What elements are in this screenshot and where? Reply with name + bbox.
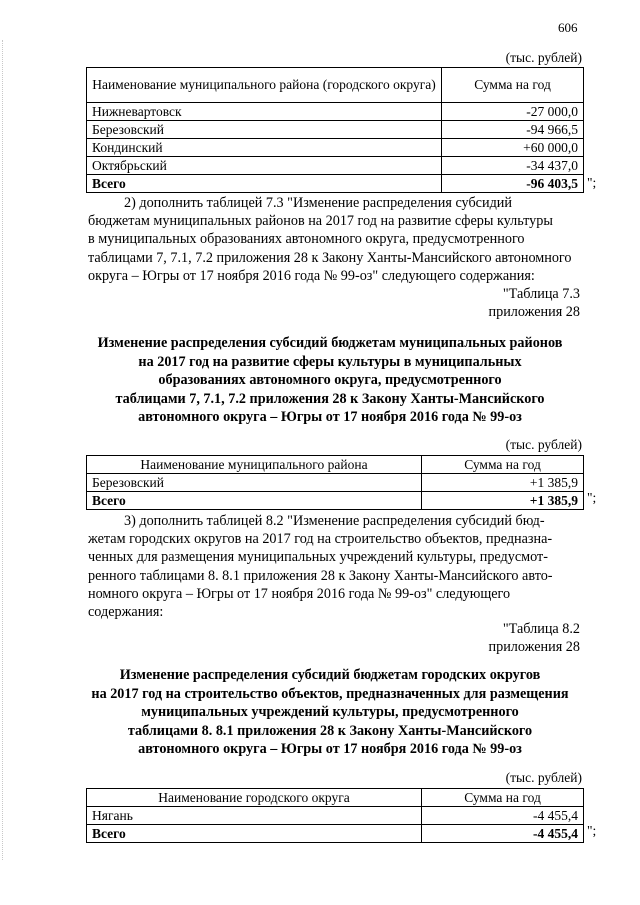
paragraph-3 [88,512,584,621]
title-line: на 2017 год на строительство объектов, предназначенных для размещения [91,685,569,702]
row-name: Нижневартовск [87,103,442,121]
table-row [87,157,584,175]
table1-header-sum: Сумма на год [442,68,584,103]
table2-header-name: Наименование муниципального района [87,456,422,474]
row-name: Березовский [87,121,442,139]
row-name: Нягань [87,807,422,825]
table3-units: (тыс. рублей) [505,770,582,785]
ref-line: "Таблица 8.2 [502,621,580,637]
table2 [86,455,584,510]
table-row [87,103,584,121]
table3-header-name: Наименование городского округа [87,789,422,807]
table2-closing-quote: "; [587,490,597,505]
table1-header-name: Наименование муниципального района (городского округа) [87,68,442,103]
row-name: Березовский [87,474,422,492]
text-line: таблицами 7, 7.1, 7.2 приложения 28 к Закону Ханты-Мансийского автономного [88,249,572,266]
table-total-row [87,175,584,193]
table3-header-sum: Сумма на год [422,789,584,807]
text-line: содержания: [88,604,164,621]
text-line: номного округа – Югры от 17 ноября 2016 года № 99-оз" следующего [88,585,511,602]
table2-title [80,334,580,427]
table1-units: (тыс. рублей) [505,50,582,65]
total-label: Всего [87,492,422,510]
total-label: Всего [87,175,442,193]
text-line: бюджетам муниципальных районов на 2017 год на развитие сферы культуры [88,213,553,230]
table-row [87,474,584,492]
table2-header-sum: Сумма на год [422,456,584,474]
row-value: -34 437,0 [442,157,584,175]
ref-line: приложения 28 [488,304,580,321]
table2-units: (тыс. рублей) [505,437,582,452]
ref-line: "Таблица 7.3 [502,286,580,302]
title-line: автономного округа – Югры от 17 ноября 2016 года № 99-оз [138,409,522,426]
table3-closing-quote: "; [587,823,597,838]
table-ref-7-3 [430,285,580,321]
row-value: -27 000,0 [442,103,584,121]
total-value: -4 455,4 [422,825,584,843]
title-line: таблицами 8. 8.1 приложения 28 к Закону Ханты-Мансийского [127,722,533,739]
row-value: -94 966,5 [442,121,584,139]
page-number: 606 [558,20,578,35]
text-line: в муниципальных образованиях автономного округа, предусмотренного [88,231,525,248]
table1 [86,67,584,193]
table3-title [80,666,580,759]
table-row [87,139,584,157]
table3 [86,788,584,843]
row-value: -4 455,4 [422,807,584,825]
title-line: автономного округа – Югры от 17 ноября 2016 года № 99-оз [138,741,522,758]
total-value: +1 385,9 [422,492,584,510]
title-line: образованиях автономного округа, предусмотренного [158,372,502,389]
text-line: ченных для размещения муниципальных учреждений культуры, предусмот- [88,549,548,566]
title-line: Изменение распределения субсидий бюджетам городских округов [119,667,541,683]
text-line: жетам городских округов на 2017 год на строительство объектов, предназна- [88,531,553,548]
paragraph-2 [88,194,584,285]
total-label: Всего [87,825,422,843]
table-row [87,121,584,139]
table-row [87,807,584,825]
text-line: ренного таблицами 8. 8.1 приложения 28 к Закону Ханты-Мансийского авто- [88,567,553,584]
table-total-row [87,825,584,843]
row-name: Октябрьский [87,157,442,175]
row-value: +1 385,9 [422,474,584,492]
title-line: Изменение распределения субсидий бюджетам муниципальных районов [97,335,563,351]
title-line: на 2017 год на развитие сферы культуры в муниципальных [138,353,522,370]
table-total-row [87,492,584,510]
text-line: 3) дополнить таблицей 8.2 "Изменение распределения субсидий бюд- [124,513,545,529]
title-line: таблицами 7, 7.1, 7.2 приложения 28 к Закону Ханты-Мансийского [115,390,545,407]
table1-closing-quote: "; [587,175,597,190]
row-value: +60 000,0 [442,139,584,157]
row-name: Кондинский [87,139,442,157]
ref-line: приложения 28 [488,639,580,656]
scan-edge-mark [2,40,4,860]
text-line: округа – Югры от 17 ноября 2016 года № 99-оз" следующего содержания: [88,267,535,284]
table-ref-8-2 [430,620,580,656]
text-line: 2) дополнить таблицей 7.3 "Изменение распределения субсидий [124,195,512,211]
title-line: муниципальных учреждений культуры, предусмотренного [141,704,519,721]
total-value: -96 403,5 [442,175,584,193]
